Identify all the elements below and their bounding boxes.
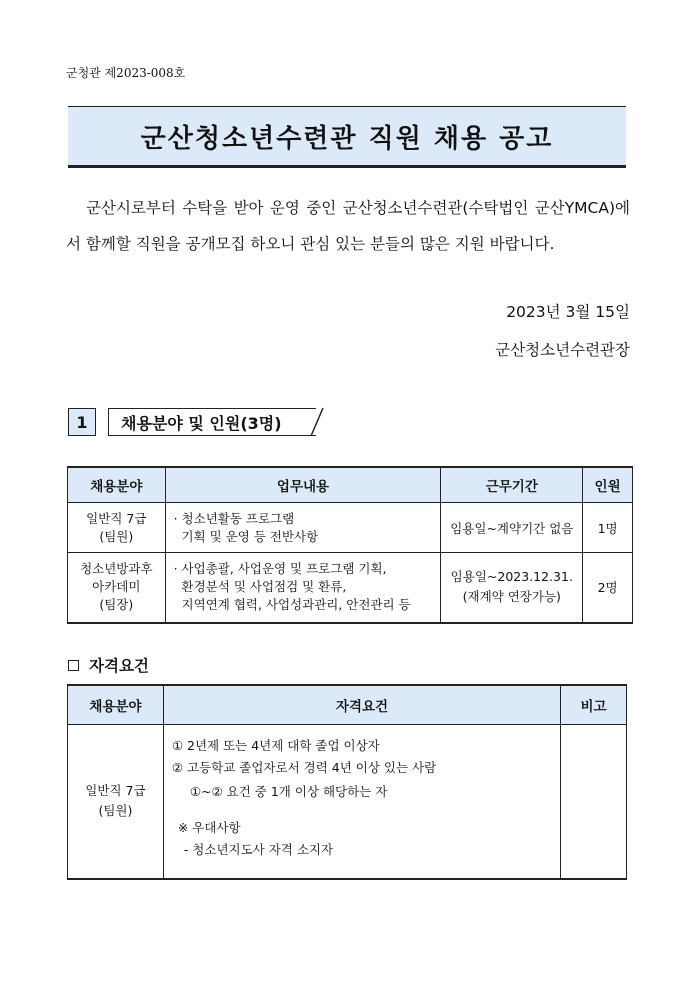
square-bullet-icon — [68, 660, 79, 671]
field-line: (팀원) — [98, 803, 133, 819]
requirements-cell — [163, 725, 560, 879]
section-1-title-box — [108, 408, 316, 436]
note-cell — [561, 725, 627, 879]
header-count: 인원 — [583, 467, 633, 503]
duties-cell — [165, 553, 441, 623]
duty-line: 기획 및 운영 등 전반사항 — [173, 528, 319, 544]
requirement-note: ①~② 요건 중 1개 이상 해당하는 자 — [189, 784, 388, 799]
field-line: 일반직 7급 — [86, 510, 147, 526]
section-1-number: 1 — [68, 408, 96, 436]
header-note: 비고 — [561, 685, 627, 725]
period-cell — [441, 503, 583, 553]
field-line: (팀원) — [99, 528, 134, 544]
period-line: 임용일~계약기간 없음 — [450, 520, 574, 536]
duty-line: · 청소년활동 프로그램 — [173, 510, 295, 526]
duty-line: · 사업총괄, 사업운영 및 프로그램 기획, — [173, 561, 387, 577]
intro-paragraph: 군산시로부터 수탁을 받아 운영 중인 군산청소년수련관(수탁법인 군산YMCA)에서 함께할 직원을 공개모집 하오니 관심 있는 분들의 많은 지원 바랍니다. — [66, 199, 630, 253]
requirement-item: ① 2년제 또는 4년제 대학 졸업 이상자 — [171, 738, 380, 753]
table-header-row — [68, 685, 627, 725]
period-line: 임용일~2023.12.31. — [450, 569, 573, 585]
section-1-title: 채용분야 및 인원(3명) — [121, 413, 282, 433]
count-cell: 1명 — [583, 503, 633, 553]
document-number: 군청관 제2023-008호 — [66, 66, 186, 80]
duties-cell — [165, 503, 441, 553]
field-line: 아카데미 — [92, 579, 141, 595]
section-2-heading — [68, 654, 149, 676]
duty-line: 환경분석 및 사업점검 및 환류, — [173, 579, 347, 595]
page-title: 군산청소년수련관 직원 채용 공고 — [140, 123, 554, 154]
qualifications-table — [67, 684, 627, 880]
header-field: 채용분야 — [68, 685, 164, 725]
issuer-name: 군산청소년수련관장 — [495, 341, 630, 359]
header-requirements: 자격요건 — [163, 685, 560, 725]
header-field: 채용분야 — [68, 467, 166, 503]
table-row — [68, 553, 633, 623]
field-line: (팀장) — [99, 597, 134, 613]
period-cell — [441, 553, 583, 623]
field-line: 일반직 7급 — [85, 783, 146, 799]
header-period: 근무기간 — [441, 467, 583, 503]
field-cell — [68, 553, 166, 623]
preference-item: - 청소년지도사 자격 소지자 — [183, 842, 334, 857]
preference-title: ※ 우대사항 — [177, 820, 241, 835]
field-cell — [68, 503, 166, 553]
header-duties: 업무내용 — [165, 467, 441, 503]
period-line: (재계약 연장가능) — [462, 589, 561, 605]
field-line: 청소년방과후 — [80, 561, 153, 577]
title-banner — [68, 106, 626, 168]
field-cell — [68, 725, 164, 879]
table-row — [68, 503, 633, 553]
table-row — [68, 725, 627, 879]
positions-table — [67, 466, 633, 624]
duty-line: 지역연계 협력, 사업성과관리, 안전관리 등 — [173, 597, 411, 613]
table-header-row — [68, 467, 633, 503]
announcement-date: 2023년 3월 15일 — [506, 303, 630, 321]
count-cell: 2명 — [583, 553, 633, 623]
slash-decoration-icon — [310, 407, 324, 437]
requirement-item: ② 고등학교 졸업자로서 경력 4년 이상 있는 사람 — [171, 760, 437, 775]
section-2-title: 자격요건 — [89, 657, 149, 675]
section-1-heading — [68, 408, 316, 436]
